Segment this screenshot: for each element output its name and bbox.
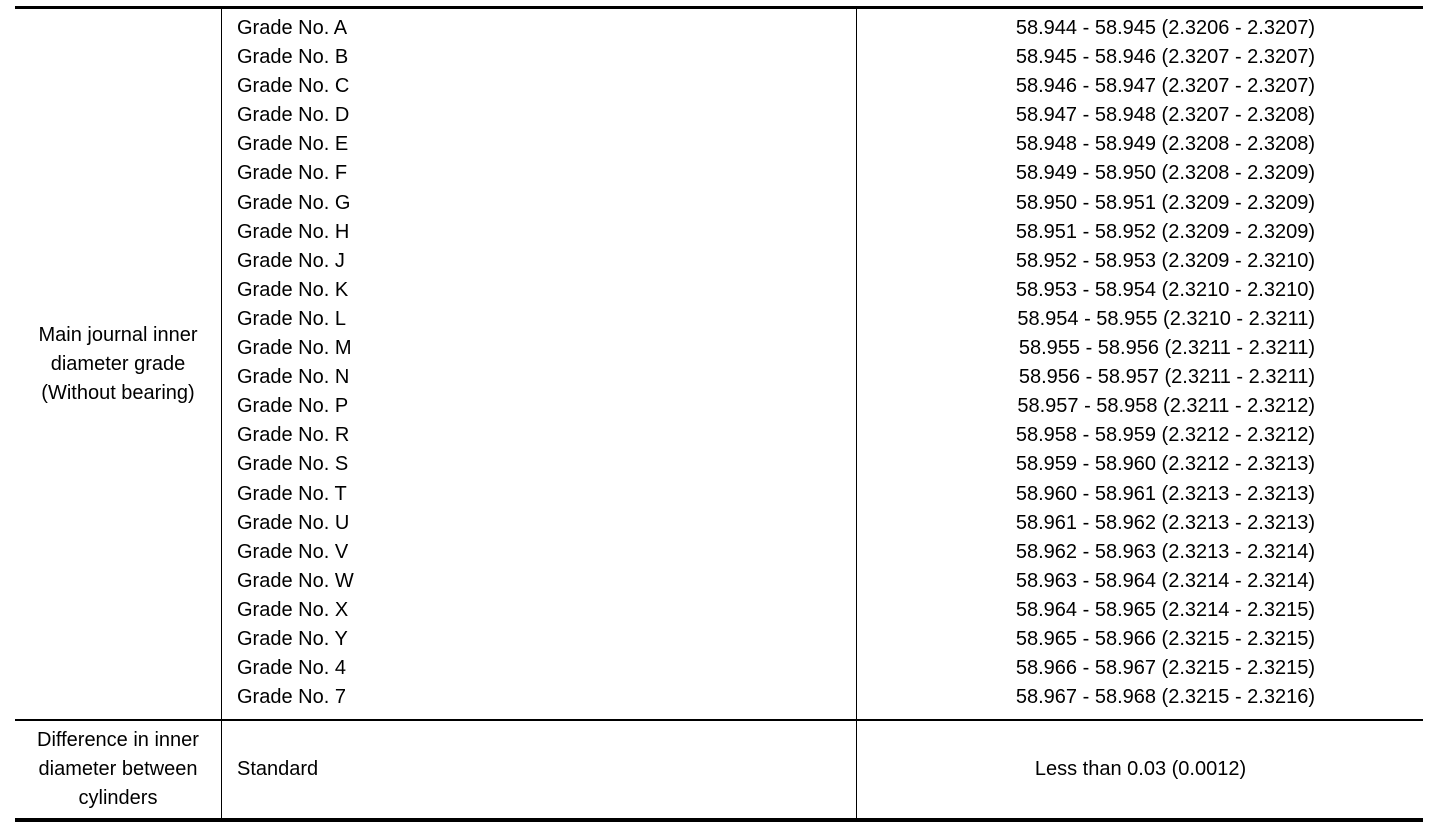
grade-value: 58.965 - 58.966 (2.3215 - 2.3215) bbox=[1015, 627, 1315, 650]
grade-name: Grade No. K bbox=[237, 278, 349, 301]
grade-value: 58.954 - 58.955 (2.3210 - 2.3211) bbox=[1017, 307, 1315, 330]
grade-value: 58.962 - 58.963 (2.3213 - 2.3214) bbox=[1015, 540, 1315, 563]
label-line: Main journal inner bbox=[38, 323, 198, 346]
grade-value: 58.961 - 58.962 (2.3213 - 2.3213) bbox=[1015, 511, 1315, 534]
grade-value: 58.964 - 58.965 (2.3214 - 2.3215) bbox=[1015, 598, 1315, 621]
column-divider bbox=[856, 721, 857, 818]
grade-value: 58.947 - 58.948 (2.3207 - 2.3208) bbox=[1015, 104, 1315, 127]
grade-value: 58.966 - 58.967 (2.3215 - 2.3215) bbox=[1015, 657, 1315, 680]
grade-name: Grade No. 4 bbox=[237, 657, 346, 680]
grade-value: 58.960 - 58.961 (2.3213 - 2.3213) bbox=[1015, 482, 1315, 505]
grade-value: 58.967 - 58.968 (2.3215 - 2.3216) bbox=[1015, 686, 1315, 709]
grade-value: 58.959 - 58.960 (2.3212 - 2.3213) bbox=[1015, 453, 1315, 476]
grade-name: Grade No. T bbox=[237, 482, 347, 505]
grade-name: Grade No. Y bbox=[237, 627, 348, 650]
grade-name: Grade No. U bbox=[237, 511, 350, 534]
grade-value: 58.946 - 58.947 (2.3207 - 2.3207) bbox=[1015, 75, 1315, 98]
grade-value: 58.957 - 58.958 (2.3211 - 2.3212) bbox=[1017, 395, 1315, 418]
standard-item: Standard bbox=[237, 758, 319, 780]
grade-name: Grade No. V bbox=[237, 540, 349, 563]
grade-name: Grade No. L bbox=[237, 307, 346, 330]
grade-name-list bbox=[237, 14, 837, 712]
grade-name: Grade No. A bbox=[237, 17, 348, 39]
grade-value: 58.951 - 58.952 (2.3209 - 2.3209) bbox=[1015, 220, 1315, 243]
grade-name: Grade No. F bbox=[237, 162, 348, 185]
spec-table bbox=[15, 6, 1423, 822]
label-line: diameter grade bbox=[50, 352, 186, 375]
column-divider bbox=[856, 9, 857, 719]
grade-name: Grade No. W bbox=[237, 569, 354, 592]
label-line: diameter between bbox=[38, 758, 198, 780]
grade-name: Grade No. R bbox=[237, 424, 350, 447]
grade-value: 58.944 - 58.945 (2.3206 - 2.3207) bbox=[1015, 17, 1315, 39]
grade-name: Grade No. B bbox=[237, 46, 349, 69]
grade-value: 58.963 - 58.964 (2.3214 - 2.3214) bbox=[1015, 569, 1315, 592]
grade-name: Grade No. S bbox=[237, 453, 349, 476]
grade-name: Grade No. 7 bbox=[237, 686, 346, 709]
grade-name: Grade No. G bbox=[237, 191, 351, 214]
label-line: (Without bearing) bbox=[41, 381, 195, 404]
grade-name: Grade No. M bbox=[237, 337, 352, 360]
column-divider bbox=[221, 9, 222, 719]
grade-name: Grade No. D bbox=[237, 104, 350, 127]
grade-value: 58.958 - 58.959 (2.3212 - 2.3212) bbox=[1015, 424, 1315, 447]
grade-value-list bbox=[858, 14, 1418, 712]
grade-value: 58.950 - 58.951 (2.3209 - 2.3209) bbox=[1015, 191, 1315, 214]
grade-value: 58.955 - 58.956 (2.3211 - 2.3211) bbox=[1018, 337, 1315, 360]
grade-name: Grade No. X bbox=[237, 598, 349, 621]
main-journal-grade-label bbox=[15, 9, 221, 719]
grade-value: 58.945 - 58.946 (2.3207 - 2.3207) bbox=[1015, 46, 1315, 69]
grade-name: Grade No. E bbox=[237, 133, 349, 156]
label-line: Difference in inner bbox=[37, 729, 199, 751]
grade-value: 58.952 - 58.953 (2.3209 - 2.3210) bbox=[1015, 249, 1315, 272]
grade-name: Grade No. H bbox=[237, 220, 350, 243]
standard-value: Less than 0.03 (0.0012) bbox=[1034, 758, 1247, 780]
label-line: cylinders bbox=[78, 787, 158, 809]
cylinder-difference-label bbox=[15, 721, 221, 818]
grade-name: Grade No. J bbox=[237, 249, 345, 272]
grade-name: Grade No. N bbox=[237, 366, 350, 389]
grade-value: 58.953 - 58.954 (2.3210 - 2.3210) bbox=[1015, 278, 1315, 301]
grade-name: Grade No. C bbox=[237, 75, 350, 98]
grade-value: 58.956 - 58.957 (2.3211 - 2.3211) bbox=[1018, 366, 1315, 389]
cylinder-difference-section bbox=[15, 721, 1423, 818]
main-journal-grade-section bbox=[15, 9, 1423, 721]
column-divider bbox=[221, 721, 222, 818]
grade-value: 58.949 - 58.950 (2.3208 - 2.3209) bbox=[1015, 162, 1315, 185]
grade-value: 58.948 - 58.949 (2.3208 - 2.3208) bbox=[1015, 133, 1315, 156]
grade-name: Grade No. P bbox=[237, 395, 349, 418]
